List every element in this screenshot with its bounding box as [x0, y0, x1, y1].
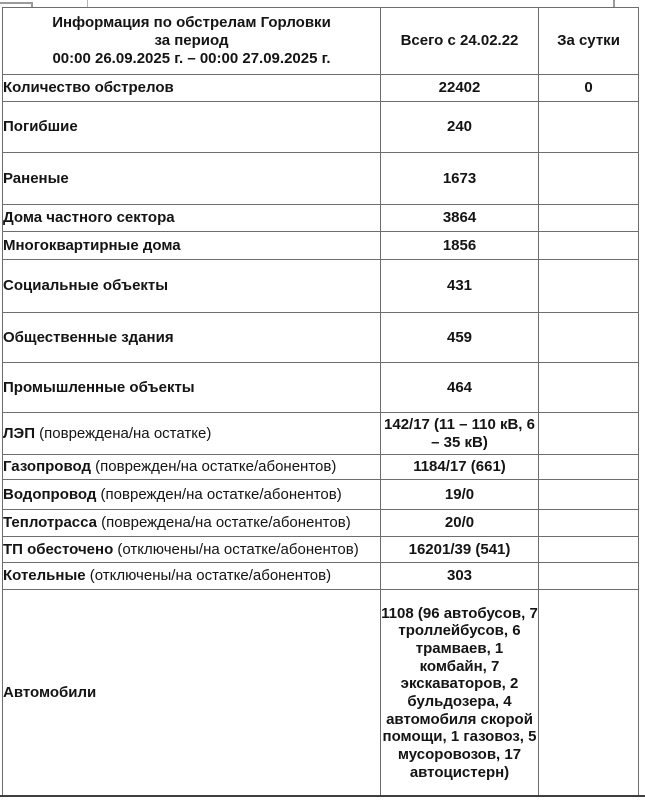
row-daily — [539, 590, 639, 797]
row-label: Общественные здания — [3, 328, 174, 346]
row-label: Погибшие — [3, 118, 78, 136]
crop-artifact-tick — [613, 0, 615, 7]
col-header-total: Всего с 24.02.22 — [381, 8, 539, 75]
row-total: 464 — [381, 363, 539, 413]
row-daily — [539, 413, 639, 455]
row-label: Автомобили — [3, 684, 97, 702]
table-row — [3, 260, 639, 313]
table-row — [3, 205, 639, 232]
table-row — [3, 537, 639, 563]
table-row — [3, 363, 639, 413]
row-label: Многоквартирные дома — [3, 236, 181, 254]
row-daily — [539, 102, 639, 153]
row-total: 431 — [381, 260, 539, 313]
row-total: 22402 — [381, 75, 539, 102]
table-row — [3, 455, 639, 480]
row-total: 303 — [381, 563, 539, 590]
crop-artifact-line — [0, 2, 31, 4]
table-row — [3, 563, 639, 590]
row-daily — [539, 455, 639, 480]
row-label: Социальные объекты — [3, 277, 169, 295]
row-daily — [539, 313, 639, 363]
table-bottom-border — [0, 795, 645, 797]
row-daily — [539, 563, 639, 590]
row-total: 142/17 (11 – 110 кВ, 6 – 35 кВ) — [381, 413, 539, 455]
report-title — [3, 8, 381, 75]
row-note: (повреждена/на остатке) — [34, 424, 212, 442]
row-label: Раненые — [3, 169, 69, 187]
report-title-line1: Информация по обстрелам Горловки — [52, 14, 331, 32]
row-total: 3864 — [381, 205, 539, 232]
report-title-line3: 00:00 26.09.2025 г. – 00:00 27.09.2025 г. — [52, 49, 331, 67]
table-row — [3, 313, 639, 363]
row-total: 240 — [381, 102, 539, 153]
row-label: ЛЭП — [3, 424, 35, 442]
row-daily — [539, 480, 639, 510]
row-label: ТП обесточено — [3, 540, 114, 558]
row-daily — [539, 363, 639, 413]
row-total: 1184/17 (661) — [381, 455, 539, 480]
row-total: 19/0 — [381, 480, 539, 510]
row-daily — [539, 205, 639, 232]
crop-artifact-tick — [87, 0, 88, 7]
report-title-line2: за период — [154, 32, 229, 50]
row-note: (отключены/на остатке/абонентов) — [85, 567, 332, 585]
row-total: 1856 — [381, 232, 539, 260]
row-total: 20/0 — [381, 510, 539, 537]
row-daily — [539, 537, 639, 563]
table-row — [3, 232, 639, 260]
row-label: Газопровод — [3, 458, 91, 476]
row-total: 459 — [381, 313, 539, 363]
row-label: Количество обстрелов — [3, 79, 174, 97]
row-total: 16201/39 (541) — [381, 537, 539, 563]
table-row — [3, 75, 639, 102]
row-daily — [539, 260, 639, 313]
row-note: (поврежден/на остатке/абонентов) — [96, 485, 342, 503]
row-label: Промышленные объекты — [3, 378, 195, 396]
row-daily — [539, 510, 639, 537]
row-daily — [539, 153, 639, 205]
table-row — [3, 590, 639, 797]
row-label: Теплотрасса — [3, 514, 97, 532]
row-label: Водопровод — [3, 485, 97, 503]
header-row — [3, 8, 639, 75]
table-row — [3, 413, 639, 455]
table-row — [3, 102, 639, 153]
shelling-report-table — [2, 7, 639, 797]
table-row — [3, 153, 639, 205]
row-note: (отключены/на остатке/абонентов) — [113, 540, 359, 558]
row-daily: 0 — [539, 75, 639, 102]
row-label: Дома частного сектора — [3, 209, 175, 227]
col-header-daily: За сутки — [539, 8, 639, 75]
row-daily — [539, 232, 639, 260]
row-total: 1673 — [381, 153, 539, 205]
row-note: (повреждена/на остатке/абонентов) — [97, 514, 351, 532]
row-note: (поврежден/на остатке/абонентов) — [90, 458, 337, 476]
row-label: Котельные — [3, 567, 86, 585]
table-row — [3, 480, 639, 510]
table-row — [3, 510, 639, 537]
row-total: 1108 (96 автобусов, 7 троллейбусов, 6 трамваев, 1 комбайн, 7 экскаваторов, 2 бульдозера, 4 автомобиля скорой помощи, 1 газовоз, 5 мусоровозов, 17 автоцистерн) — [381, 590, 539, 797]
